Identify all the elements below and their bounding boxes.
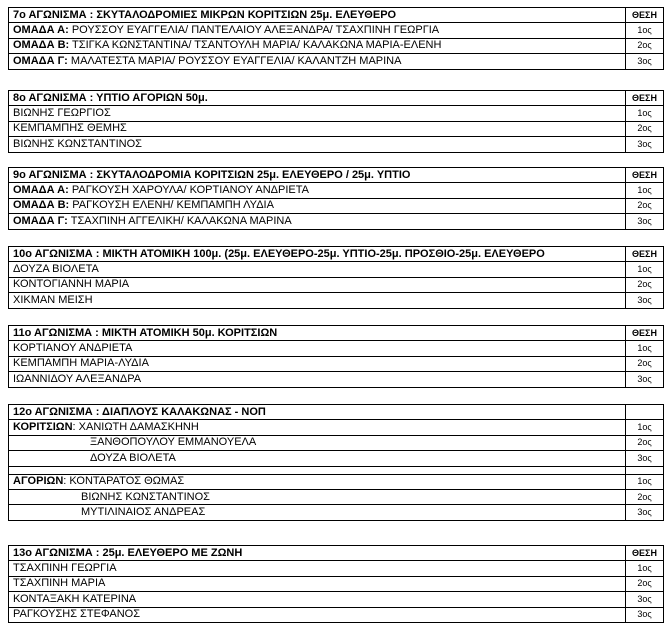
table-row: [9, 505, 664, 520]
table-row: [9, 277, 664, 292]
rank-cell: 3ος: [626, 607, 664, 622]
swimmer-name: ΚΟΝΤΑΡΑΤΟΣ ΘΩΜΑΣ: [69, 475, 185, 488]
swimmer-names: ΡΟΥΣΣΟΥ ΕΥΑΓΓΕΛΙΑ/ ΠΑΝΤΕΛΑΙΟΥ ΑΛΕΞΑΝΔΡΑ/ ΤΣΑΧΠΙΝΗ ΓΕΩΡΓΙΑ: [71, 24, 440, 37]
rank-cell: 3ος: [626, 505, 664, 520]
swimmer-name: ΒΙΩΝΗΣ ΓΕΩΡΓΙΟΣ: [9, 106, 626, 121]
swimmer-name: ΒΙΩΝΗΣ ΚΩΝΣΤΑΝΤΙΝΟΣ: [9, 137, 626, 152]
event-title: 7ο ΑΓΩΝΙΣΜΑ : ΣΚΥΤΑΛΟΔΡΟΜΙΕΣ ΜΙΚΡΩΝ ΚΟΡΙΤΣΙΩΝ 25μ. ΕΛΕΥΘΕΡΟ: [9, 8, 626, 23]
swimmer-name: ΔΟΥΖΑ ΒΙΟΛΕΤΑ: [9, 451, 626, 466]
table-row: [9, 451, 664, 466]
spacer-row: [9, 466, 664, 474]
event-table-10: [8, 246, 664, 309]
team-label: ΟΜΑΔΑ Α:: [13, 24, 69, 37]
table-row: [9, 489, 664, 504]
table-row: [9, 183, 664, 198]
table-row: ΑΓΟΡΙΩΝ: ΚΟΝΤΑΡΑΤΟΣ ΘΩΜΑΣ 1ος: [9, 474, 664, 489]
rank-cell: 3ος: [626, 592, 664, 607]
event-title: 8ο ΑΓΩΝΙΣΜΑ : ΥΠΤΙΟ ΑΓΟΡΙΩΝ 50μ.: [9, 91, 626, 106]
table-row: [9, 356, 664, 371]
rank-cell: 1ος: [626, 420, 664, 435]
event-title: 12ο ΑΓΩΝΙΣΜΑ : ΔΙΑΠΛΟΥΣ ΚΑΛΑΚΩΝΑΣ - ΝΟΠ: [9, 405, 626, 420]
event-title: 9ο ΑΓΩΝΙΣΜΑ : ΣΚΥΤΑΛΟΔΡΟΜΙΑ ΚΟΡΙΤΣΙΩΝ 25μ. ΕΛΕΥΘΕΡΟ / 25μ. ΥΠΤΙΟ: [9, 168, 626, 183]
rank-cell: 3ος: [626, 372, 664, 387]
rank-cell: 1ος: [626, 183, 664, 198]
event-table-8: [8, 90, 664, 153]
swimmer-names: ΜΑΛΑΤΕΣΤΑ ΜΑΡΙΑ/ ΡΟΥΣΣΟΥ ΕΥΑΓΓΕΛΙΑ/ ΚΑΛΑΝΤΖΗ ΜΑΡΙΝΑ: [70, 54, 402, 67]
team-label: ΟΜΑΔΑ Β:: [13, 39, 70, 52]
event-header-row: [9, 8, 664, 23]
swimmer-name: ΤΣΑΧΠΙΝΗ ΓΕΩΡΓΙΑ: [9, 561, 626, 576]
rank-cell: 2ος: [626, 121, 664, 136]
rank-cell: 1ος: [626, 341, 664, 356]
rank-header: ΘΕΣΗ: [626, 168, 664, 183]
event-table-9: [8, 167, 664, 230]
swimmer-names: ΤΣΑΧΠΙΝΗ ΑΓΓΕΛΙΚΗ/ ΚΑΛΑΚΩΝΑ ΜΑΡΙΝΑ: [70, 214, 292, 227]
event-table-12: [8, 404, 664, 521]
swimmer-name: ΡΑΓΚΟΥΣΗΣ ΣΤΕΦΑΝΟΣ: [9, 607, 626, 622]
event-header-row: [9, 91, 664, 106]
table-row: [9, 137, 664, 152]
swimmer-name: ΔΟΥΖΑ ΒΙΟΛΕΤΑ: [9, 262, 626, 277]
rank-header: ΘΕΣΗ: [626, 326, 664, 341]
swimmer-name: ΚΕΜΠΑΜΠΗΣ ΘΕΜΗΣ: [9, 121, 626, 136]
table-row: [9, 341, 664, 356]
rank-cell: 3ος: [626, 214, 664, 229]
rank-cell: 1ος: [626, 106, 664, 121]
table-row: [9, 214, 664, 229]
swimmer-name: ΚΟΡΤΙΑΝΟΥ ΑΝΔΡΙΕΤΑ: [9, 341, 626, 356]
rank-cell: 2ος: [626, 435, 664, 450]
swimmer-name: ΧΑΝΙΩΤΗ ΔΑΜΑΣΚΗΝΗ: [78, 421, 199, 434]
table-row: [9, 38, 664, 53]
rank-cell: 1ος: [626, 561, 664, 576]
event-header-row: [9, 405, 664, 420]
table-row: [9, 293, 664, 308]
swimmer-name: ΙΩΑΝΝΙΔΟΥ ΑΛΕΞΑΝΔΡΑ: [9, 372, 626, 387]
table-row: [9, 372, 664, 387]
table-row: [9, 592, 664, 607]
table-row: [9, 262, 664, 277]
boys-label: ΑΓΟΡΙΩΝ: [13, 475, 64, 488]
table-row: [9, 121, 664, 136]
rank-cell: 3ος: [626, 293, 664, 308]
table-row: [9, 561, 664, 576]
swimmer-name: ΚΟΝΤΟΓΙΑΝΝΗ ΜΑΡΙΑ: [9, 277, 626, 292]
rank-header: ΘΕΣΗ: [626, 247, 664, 262]
rank-cell: 3ος: [626, 451, 664, 466]
rank-cell: 2ος: [626, 576, 664, 591]
team-label: ΟΜΑΔΑ Γ:: [13, 214, 68, 227]
team-label: ΟΜΑΔΑ Α:: [13, 184, 69, 197]
swimmer-names: ΡΑΓΚΟΥΣΗ ΧΑΡΟΥΛΑ/ ΚΟΡΤΙΑΝΟΥ ΑΝΔΡΙΕΤΑ: [71, 184, 309, 197]
table-row: ΚΟΡΙΤΣΙΩΝ: ΧΑΝΙΩΤΗ ΔΑΜΑΣΚΗΝΗ 1ος: [9, 420, 664, 435]
table-row: [9, 23, 664, 38]
table-row: [9, 435, 664, 450]
rank-header: ΘΕΣΗ: [626, 8, 664, 23]
swimmer-name: ΒΙΩΝΗΣ ΚΩΝΣΤΑΝΤΙΝΟΣ: [9, 489, 626, 504]
swimmer-name: ΞΑΝΘΟΠΟΥΛΟΥ ΕΜΜΑΝΟΥΕΛΑ: [9, 435, 626, 450]
event-table-7: [8, 7, 664, 70]
rank-cell: 2ος: [626, 277, 664, 292]
event-title: 13ο ΑΓΩΝΙΣΜΑ : 25μ. ΕΛΕΥΘΕΡΟ ΜΕ ΖΩΝΗ: [9, 546, 626, 561]
rank-cell: 2ος: [626, 356, 664, 371]
swimmer-name: ΜΥΤΙΛΙΝΑΙΟΣ ΑΝΔΡΕΑΣ: [9, 505, 626, 520]
rank-header: ΘΕΣΗ: [626, 546, 664, 561]
event-table-13: [8, 545, 664, 623]
event-header-row: [9, 247, 664, 262]
swimmer-names: ΡΑΓΚΟΥΣΗ ΕΛΕΝΗ/ ΚΕΜΠΑΜΠΗ ΛΥΔΙΑ: [72, 199, 274, 212]
rank-cell: 3ος: [626, 137, 664, 152]
swimmer-name: ΚΟΝΤΑΞΑΚΗ ΚΑΤΕΡΙΝΑ: [9, 592, 626, 607]
swimmer-name: ΧΙΚΜΑΝ ΜΕΙΣΗ: [9, 293, 626, 308]
girls-label: ΚΟΡΙΤΣΙΩΝ: [13, 421, 73, 434]
swimmer-name: ΚΕΜΠΑΜΠΗ ΜΑΡΙΑ-ΛΥΔΙΑ: [9, 356, 626, 371]
table-row: [9, 106, 664, 121]
rank-cell: 1ος: [626, 262, 664, 277]
rank-cell: 3ος: [626, 54, 664, 69]
event-header-row: [9, 168, 664, 183]
table-row: [9, 54, 664, 69]
rank-cell: 1ος: [626, 474, 664, 489]
rank-cell: 2ος: [626, 198, 664, 213]
table-row: [9, 198, 664, 213]
event-header-row: [9, 546, 664, 561]
rank-cell: 2ος: [626, 489, 664, 504]
table-row: [9, 576, 664, 591]
table-row: [9, 607, 664, 622]
rank-cell: 2ος: [626, 38, 664, 53]
event-header-row: [9, 326, 664, 341]
team-label: ΟΜΑΔΑ Γ:: [13, 54, 68, 67]
swimmer-name: ΤΣΑΧΠΙΝΗ ΜΑΡΙΑ: [9, 576, 626, 591]
event-title: 10ο ΑΓΩΝΙΣΜΑ : ΜΙΚΤΗ ΑΤΟΜΙΚΗ 100μ. (25μ. ΕΛΕΥΘΕΡΟ-25μ. ΥΠΤΙΟ-25μ. ΠΡΟΣΘΙΟ-25μ. ΕΛΕΥΘΕΡΟ: [9, 247, 626, 262]
event-table-11: [8, 325, 664, 388]
team-label: ΟΜΑΔΑ Β:: [13, 199, 70, 212]
rank-header: ΘΕΣΗ: [626, 91, 664, 106]
swimmer-names: ΤΣΙΓΚΑ ΚΩΝΣΤΑΝΤΙΝΑ/ ΤΣΑΝΤΟΥΛΗ ΜΑΡΙΑ/ ΚΑΛΑΚΩΝΑ ΜΑΡΙΑ-ΕΛΕΝΗ: [72, 39, 442, 52]
event-title: 11ο ΑΓΩΝΙΣΜΑ : ΜΙΚΤΗ ΑΤΟΜΙΚΗ 50μ. ΚΟΡΙΤΣΙΩΝ: [9, 326, 626, 341]
rank-cell: 1ος: [626, 23, 664, 38]
